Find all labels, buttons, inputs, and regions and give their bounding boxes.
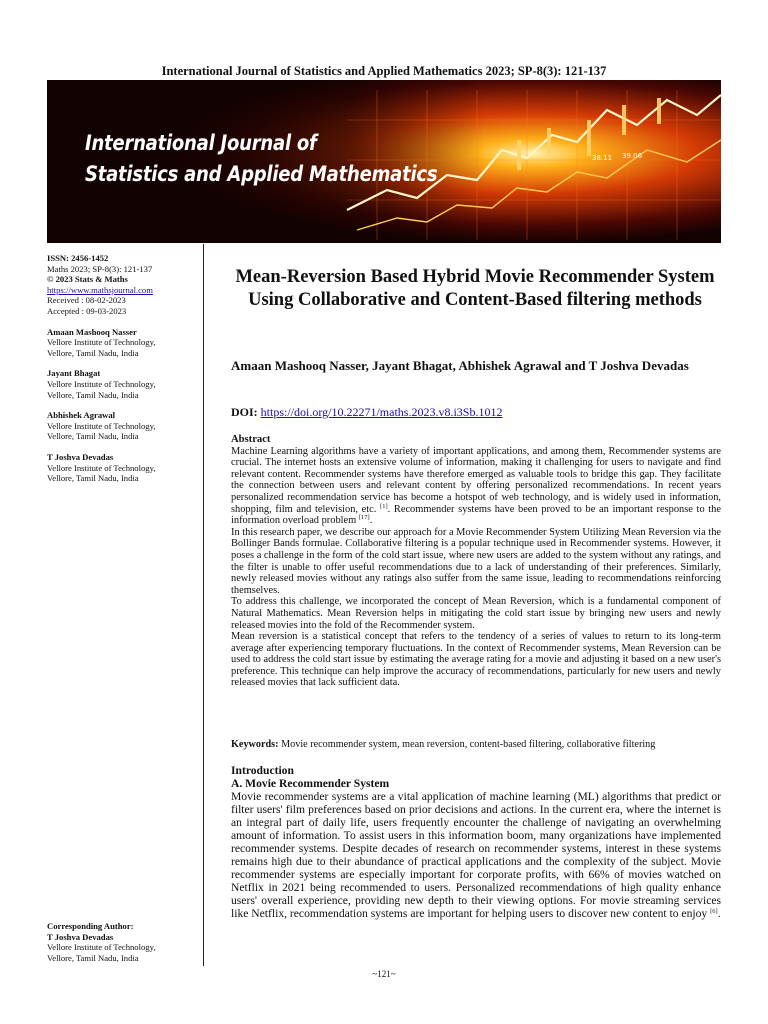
introduction	[231, 764, 721, 920]
intro-heading: Introduction	[231, 764, 294, 777]
abstract-paragraph: Mean reversion is a statistical concept that refers to the tendency of a series of values to return to its long-term average after experiencing temporary fluctuations. In the context of Recommender systems, Mean Reversion can be used to address the cold start issue by estimating the average rating for a movie and adjusting it based on a new user's preference. This technique can help improve the accuracy of recommendations, particularly for new users and newly released movies that lack sufficient data.	[231, 631, 721, 689]
issn: ISSN: 2456-1452	[47, 253, 109, 263]
affiliation-name: Amaan Mashooq Nasser	[47, 326, 137, 337]
column-divider	[203, 244, 204, 966]
affiliation-name: Jayant Bhagat	[47, 368, 101, 379]
paper-title: Mean-Reversion Based Hybrid Movie Recommender System Using Collaborative and Content-Based filtering methods	[235, 267, 715, 310]
intro-subheading: A. Movie Recommender System	[231, 777, 390, 790]
journal-banner	[47, 80, 721, 243]
received-date: Received : 08-02-2023	[47, 295, 126, 306]
affiliation-line: Vellore, Tamil Nadu, India	[47, 389, 139, 400]
affiliation-line: Vellore, Tamil Nadu, India	[47, 431, 139, 442]
corresponding-label: Corresponding Author:	[47, 921, 134, 931]
accepted-date: Accepted : 09-03-2023	[47, 305, 127, 316]
banner-title-line2: Statistics and Applied Mathematics	[85, 162, 438, 186]
keywords	[231, 739, 726, 750]
affiliation-line: Vellore, Tamil Nadu, India	[47, 473, 139, 484]
corresponding-name: T Joshva Devadas	[47, 931, 114, 942]
citation-ref[interactable]: [1]	[380, 502, 388, 510]
affiliation-name: T Joshva Devadas	[47, 451, 114, 462]
corresponding-affiliation: Vellore, Tamil Nadu, India	[47, 952, 139, 963]
abstract-paragraph: To address this challenge, we incorporated the concept of Mean Reversion, which is a fundamental component of Natural Mathematics. Mean Reversion helps in mitigating the cold start issue by bringing new users and newly released movies into the fold of the Recommender system.	[231, 596, 721, 631]
page-number: ~121~	[372, 969, 396, 979]
chart-label-2: 39.06	[622, 152, 643, 160]
abstract-paragraph: In this research paper, we describe our approach for a Movie Recommender System Utilizing Mean Reversion via the Bollinger Bands formulae. Collaborative filtering is a popular technique used in Recommender systems. However, it poses a challenge in the form of the cold start issue, where new users are added to the system without any ratings, and the filter is unable to offer useful recommendations due to a lack of understanding of their preferences. Similarly, newly released movies without any ratings also suffer from the same issue, leading to recommendations reinforcing themselves.	[231, 526, 721, 596]
abstract-paragraph: Machine Learning algorithms have a variety of important applications, and among them, Recommender systems are crucial. The internet hosts an extensive volume of information, making it challenging for users to navigate and find relevant content. Recommender systems have therefore emerged as valuable tools to bridge this gap. They facilitate the connection between users and relevant content by offering personalized recommendations. In recent years personalized recommendation service has become a hotspot of web technology, and is widely used in information, shopping, film and television, etc. [1]. Recommender systems have been proved to be an important response to the information overload problem [17].	[231, 445, 721, 527]
corresponding-affiliation: Vellore Institute of Technology,	[47, 942, 156, 953]
intro-paragraph: Movie recommender systems are a vital application of machine learning (ML) algorithms that predict or filter users' film preferences based on prior decisions and actions. In the current era, where the internet is an integral part of daily life, users frequently encounter the challenge of navigating an overwhelming amount of information. To assist users in this information boom, many organizations have implemented recommender systems. Despite decades of research on recommender systems, interest in these systems remains high due to their abundance of practical applications and the complexity of the subject. Movie recommender systems are especially important for corporate profits, with 66% of movies watched on Netflix in 2021 being recommended to users. Personalized recommendations of high quality enhance users' overall experience, providing new depth to their viewing options. For movie streaming services like Netflix, recommendation systems are important for helping users to discover new content to enjoy [6].	[231, 790, 721, 920]
copyright: © 2023 Stats & Maths	[47, 274, 128, 285]
affiliation-line: Vellore Institute of Technology,	[47, 337, 156, 348]
journal-header: International Journal of Statistics and Applied Mathematics 2023; SP-8(3): 121-137	[161, 64, 607, 78]
affiliation-line: Vellore Institute of Technology,	[47, 420, 156, 431]
sidebar	[47, 253, 197, 484]
keywords-label: Keywords:	[231, 739, 279, 750]
keywords-text: Movie recommender system, mean reversion, content-based filtering, collaborative filtering	[281, 739, 656, 750]
doi-label: DOI:	[231, 405, 258, 419]
journal-url-link[interactable]: https://www.mathsjournal.com	[47, 284, 153, 295]
affiliation-line: Vellore Institute of Technology,	[47, 462, 156, 473]
doi	[231, 405, 502, 420]
chart-label-1: 38.11	[592, 154, 613, 162]
abstract	[231, 434, 721, 689]
banner-title-line1: International Journal of	[85, 131, 317, 155]
abstract-heading: Abstract	[231, 434, 271, 445]
citation-ref[interactable]: [17]	[358, 514, 370, 522]
citation: Maths 2023; SP-8(3): 121-137	[47, 263, 153, 274]
affiliation-name: Abhishek Agrawal	[47, 410, 116, 421]
paper-authors: Amaan Mashooq Nasser, Jayant Bhagat, Abhishek Agrawal and T Joshva Devadas	[231, 358, 689, 373]
citation-ref[interactable]: [6]	[710, 908, 718, 915]
corresponding-author	[47, 921, 202, 963]
banner-title	[85, 128, 437, 190]
affiliation-line: Vellore Institute of Technology,	[47, 378, 156, 389]
doi-link[interactable]: https://doi.org/10.22271/maths.2023.v8.i3Sb.1012	[260, 405, 503, 419]
affiliation-line: Vellore, Tamil Nadu, India	[47, 347, 139, 358]
